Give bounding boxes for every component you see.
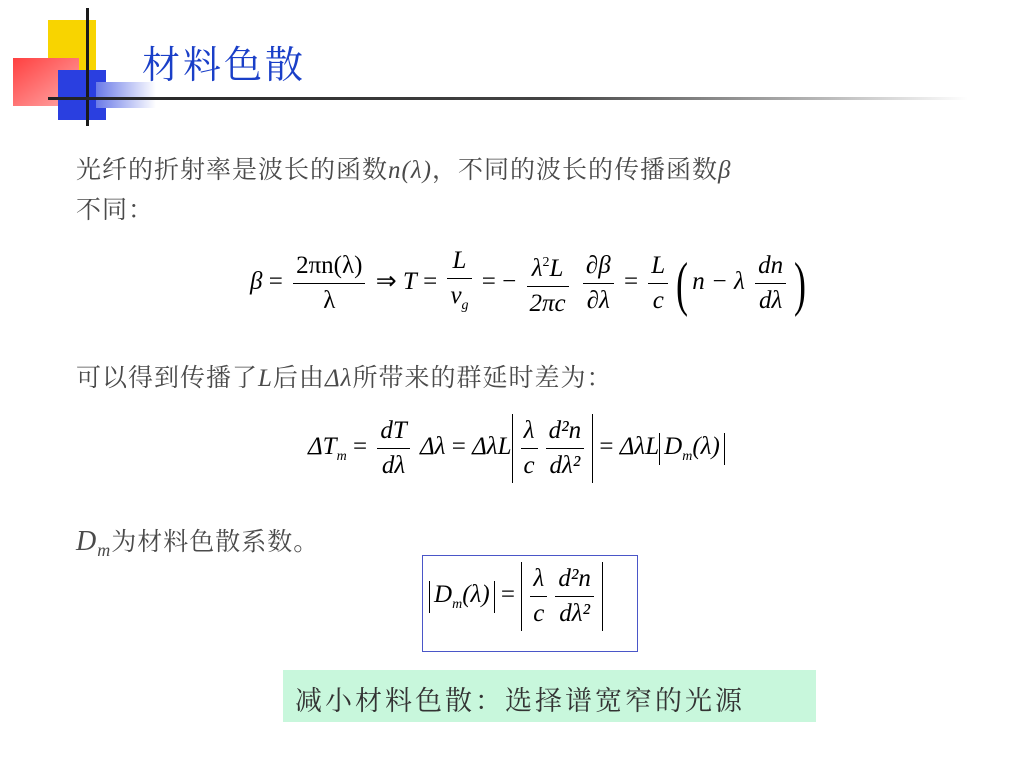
eq1-beta: β xyxy=(250,268,263,296)
equation-dm: $D_m(\lambda)$ = $\frac{\lambda}{c}$ $\frac{\text{d²n}}{\text{dλ²}}$ xyxy=(429,562,603,631)
eq1-frac5-num: L xyxy=(651,252,666,279)
eq2-frac1-num: dT xyxy=(380,417,407,444)
eq2-mid: ΔλL xyxy=(472,433,512,461)
eq1-frac4 xyxy=(583,249,614,318)
eq3-arg: (λ) xyxy=(462,580,490,608)
eq3-frac1-num: λ xyxy=(533,565,545,592)
eq2-dl: Δλ xyxy=(419,433,446,461)
eq1-frac1-den: λ xyxy=(323,287,336,314)
dm-text: 为材料色散系数。 xyxy=(111,527,320,556)
eq1-frac6-den: dλ xyxy=(758,287,783,314)
eq1-paren-body: n − λ xyxy=(692,268,745,296)
dm-sub: m xyxy=(97,540,112,560)
eq2-rhs-D: D xyxy=(664,432,683,460)
gd-mid: 后由 xyxy=(272,363,325,392)
equation-propagation xyxy=(250,244,810,323)
eq2-frac2 xyxy=(521,414,538,483)
eq1-equals-3: = xyxy=(623,268,639,296)
eq1-frac5-den: c xyxy=(652,287,664,314)
eq2-lhs-sub: m xyxy=(336,449,347,465)
eq1-lparen: ( xyxy=(676,250,689,317)
eq3-frac2 xyxy=(555,562,594,631)
eq1-equals: = xyxy=(268,268,283,296)
gd-L: L xyxy=(258,365,273,392)
dm-formula-box xyxy=(422,555,638,652)
eq2-abs xyxy=(512,414,594,483)
eq2-frac3-num: d²n xyxy=(548,417,582,444)
conclusion-highlight xyxy=(283,670,816,722)
eq1-frac2 xyxy=(447,244,471,323)
eq1-frac3-num: λ xyxy=(531,255,543,282)
eq1-frac2-num: L xyxy=(452,247,467,274)
eq1-frac1-num: 2πn(λ) xyxy=(293,249,365,284)
eq1-frac3-den: 2πc xyxy=(529,290,566,317)
gd-pre: 可以得到传播了 xyxy=(76,363,259,392)
eq1-equals-2: = xyxy=(423,268,438,296)
eq3-D: D xyxy=(434,580,453,608)
eq1-frac2-den: v xyxy=(450,282,462,309)
eq2-frac1 xyxy=(377,414,409,483)
eq3-abs-lhs xyxy=(429,581,495,613)
intro-text-pre: 光纤的折射率是波长的函数 xyxy=(76,155,389,184)
gd-post: 所带来的群延时差为： xyxy=(352,363,613,392)
eq3-abs-rhs xyxy=(521,562,603,631)
eq1-frac4-den: ∂λ xyxy=(586,287,610,314)
intro-beta: β xyxy=(718,157,732,184)
eq2-lhs: ΔT xyxy=(308,433,337,461)
eq2-frac3 xyxy=(546,414,585,483)
eq1-implies: ⇒ xyxy=(375,268,397,296)
eq3-frac1-den: c xyxy=(533,600,545,627)
eq1-minus: = − xyxy=(481,268,517,296)
eq1-frac2-den-sub: g xyxy=(461,298,469,313)
gd-dl: Δλ xyxy=(324,365,353,392)
group-delay-text xyxy=(76,358,612,394)
conclusion-text: 减小材料色散：选择谱宽窄的光源 xyxy=(295,686,745,717)
intro-func: n(λ) xyxy=(388,157,432,184)
eq1-frac5 xyxy=(648,249,668,318)
eq1-frac3 xyxy=(527,246,569,321)
eq1-T: T xyxy=(402,268,417,296)
dm-definition xyxy=(76,522,319,561)
eq3-frac2-den: dλ² xyxy=(559,600,591,627)
eq2-frac3-den: dλ² xyxy=(549,452,581,479)
eq1-rparen: ) xyxy=(794,250,807,317)
eq2-rhs: ΔλL xyxy=(619,433,660,461)
eq1-frac3-L: L xyxy=(549,255,564,282)
eq2-rhs-arg: (λ) xyxy=(692,432,720,460)
slide-title: 材料色散 xyxy=(142,43,307,87)
eq1-frac4-num: ∂β xyxy=(585,252,611,279)
intro-text-post: ，不同的波长的传播函数 xyxy=(432,155,719,184)
eq1-frac3-sup: 2 xyxy=(542,255,550,270)
eq3-sub: m xyxy=(452,596,463,612)
eq1-frac6 xyxy=(755,249,786,318)
eq2-abs-rhs xyxy=(659,433,725,465)
eq2-frac2-num: λ xyxy=(523,417,535,444)
intro-line-1 xyxy=(76,150,731,186)
intro-line-2: 不同： xyxy=(76,195,155,224)
eq2-frac2-den: c xyxy=(523,452,535,479)
title-underline xyxy=(48,97,968,100)
eq2-rhs-sub: m xyxy=(682,448,693,464)
eq2-frac1-den: dλ xyxy=(381,452,406,479)
eq3-frac2-num: d²n xyxy=(558,565,591,592)
eq1-frac6-num: dn xyxy=(758,252,784,279)
equation-group-delay: $\Delta T_m$ = $\frac{dT}{d\lambda}$ Δλ = ΔλL $\frac{\lambda}{c}$ $\frac{\text{d²n}}{\text{dλ²}}$ = ΔλL $D_m(\lambda)$ xyxy=(308,414,725,483)
dm-symbol: D xyxy=(76,526,98,557)
eq1-frac1 xyxy=(293,249,365,318)
logo-vertical-line xyxy=(86,8,89,126)
eq3-frac1 xyxy=(530,562,547,631)
